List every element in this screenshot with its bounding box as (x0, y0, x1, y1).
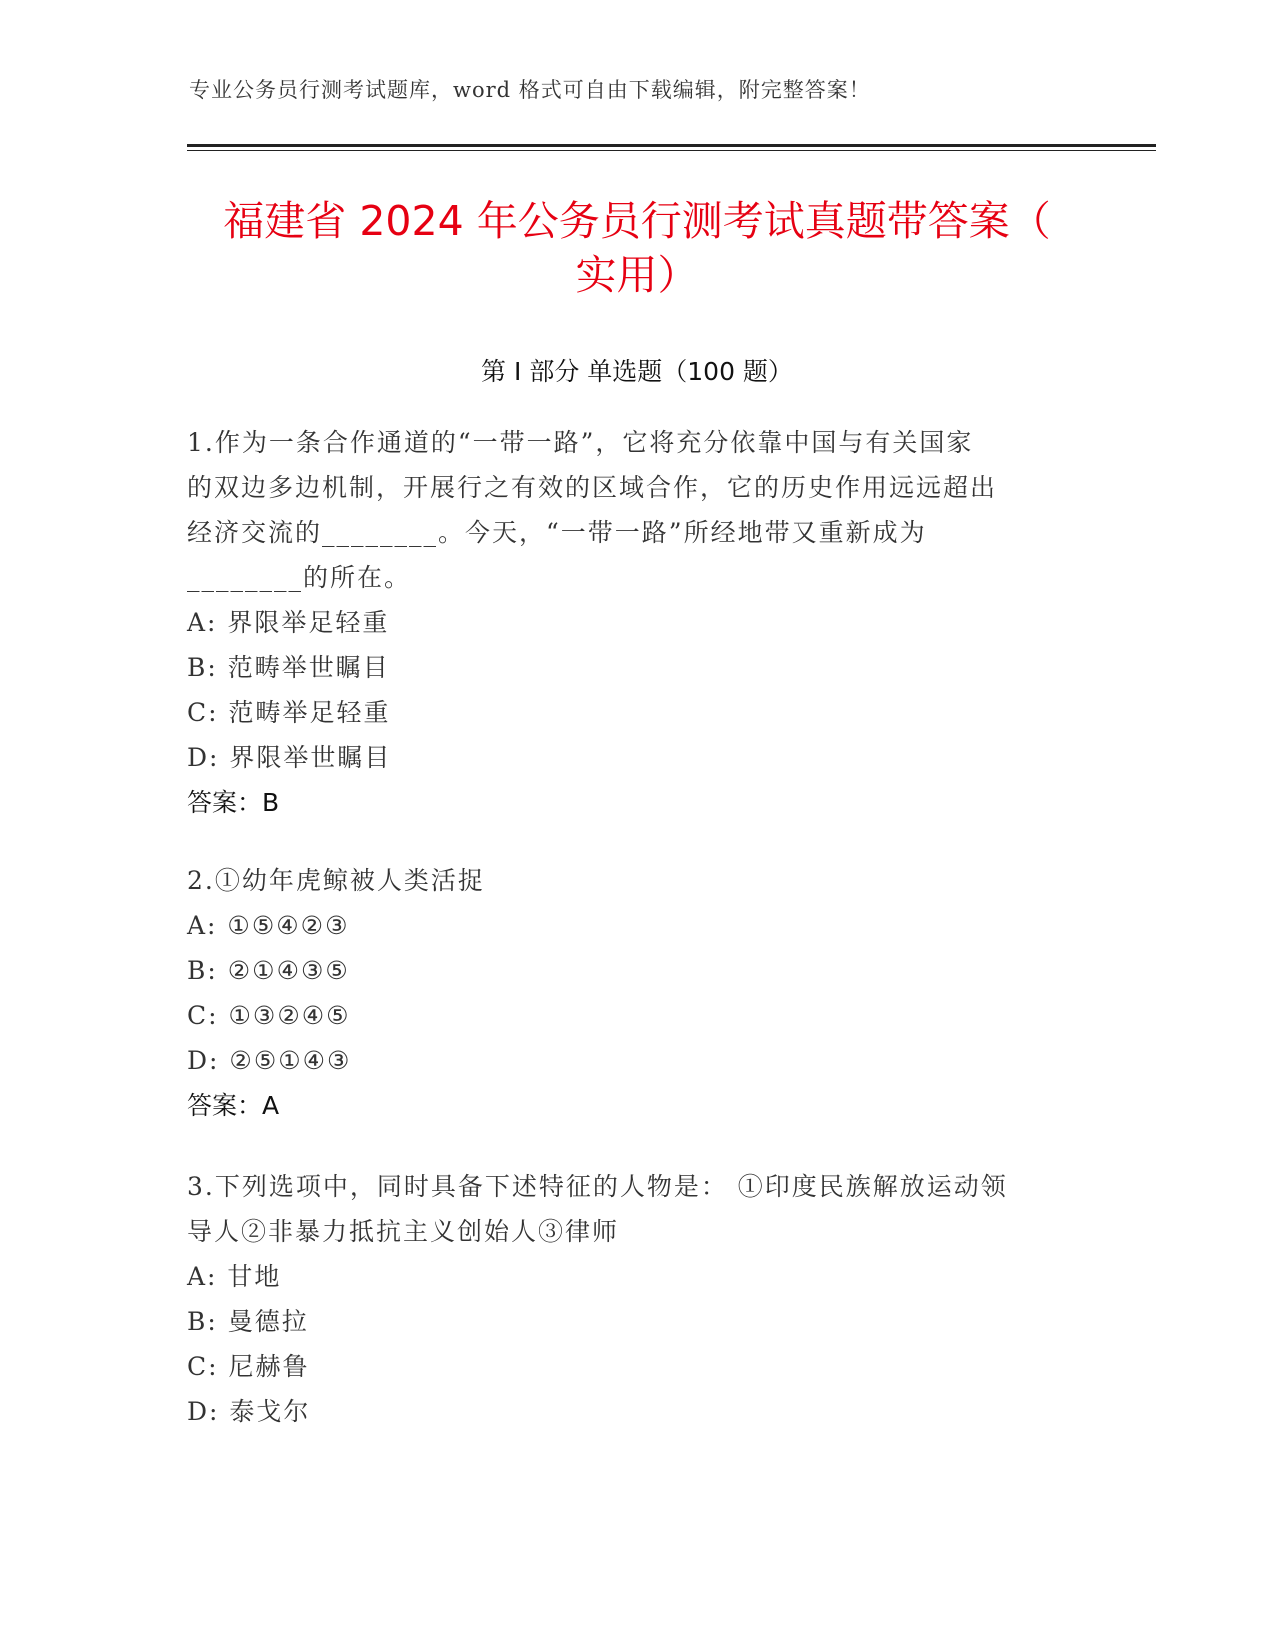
option-d: D: 泰戈尔 (187, 1397, 311, 1426)
question-stem-line: 2.①幼年虎鲸被人类活捉 (187, 866, 485, 895)
question-stem-line: 经济交流的________。今天，“一带一路”所经地带又重新成为 (187, 518, 927, 547)
document-title (187, 194, 1087, 302)
option-b: B: 范畴举世瞩目 (187, 653, 390, 682)
option-d: D: 界限举世瞩目 (187, 743, 392, 772)
answer-line: 答案：A (187, 1091, 280, 1120)
option-a: A: 甘地 (187, 1262, 282, 1291)
option-c: C: 尼赫鲁 (187, 1352, 310, 1381)
title-line-2: 实用） (575, 251, 699, 299)
question-1 (187, 420, 1077, 825)
header-rule-thin (187, 150, 1156, 151)
title-line-1: 福建省 2024 年公务员行测考试真题带答案（ (223, 197, 1051, 245)
question-stem-line: ________的所在。 (187, 563, 412, 592)
section-heading: 第 I 部分 单选题（100 题） (481, 357, 793, 386)
answer-line: 答案：B (187, 788, 280, 817)
option-b: B: ②①④③⑤ (187, 956, 350, 985)
question-2 (187, 858, 1077, 1128)
question-stem-line: 1.作为一条合作通道的“一带一路”，它将充分依靠中国与有关国家 (187, 428, 974, 457)
option-c: C: ①③②④⑤ (187, 1001, 351, 1030)
option-d: D: ②⑤①④③ (187, 1046, 352, 1075)
question-stem-line: 的双边多边机制，开展行之有效的区域合作，它的历史作用远远超出 (187, 473, 998, 502)
question-3 (187, 1164, 1077, 1434)
question-stem-line: 导人②非暴力抵抗主义创始人③律师 (187, 1217, 620, 1246)
header-note: 专业公务员行测考试题库，word 格式可自由下载编辑，附完整答案！ (189, 78, 871, 102)
option-b: B: 曼德拉 (187, 1307, 309, 1336)
option-a: A: 界限举足轻重 (187, 608, 390, 637)
option-a: A: ①⑤④②③ (187, 911, 350, 940)
option-c: C: 范畴举足轻重 (187, 698, 391, 727)
header-rule-thick (187, 144, 1156, 147)
question-stem-line: 3.下列选项中，同时具备下述特征的人物是： ①印度民族解放运动领 (187, 1172, 1008, 1201)
